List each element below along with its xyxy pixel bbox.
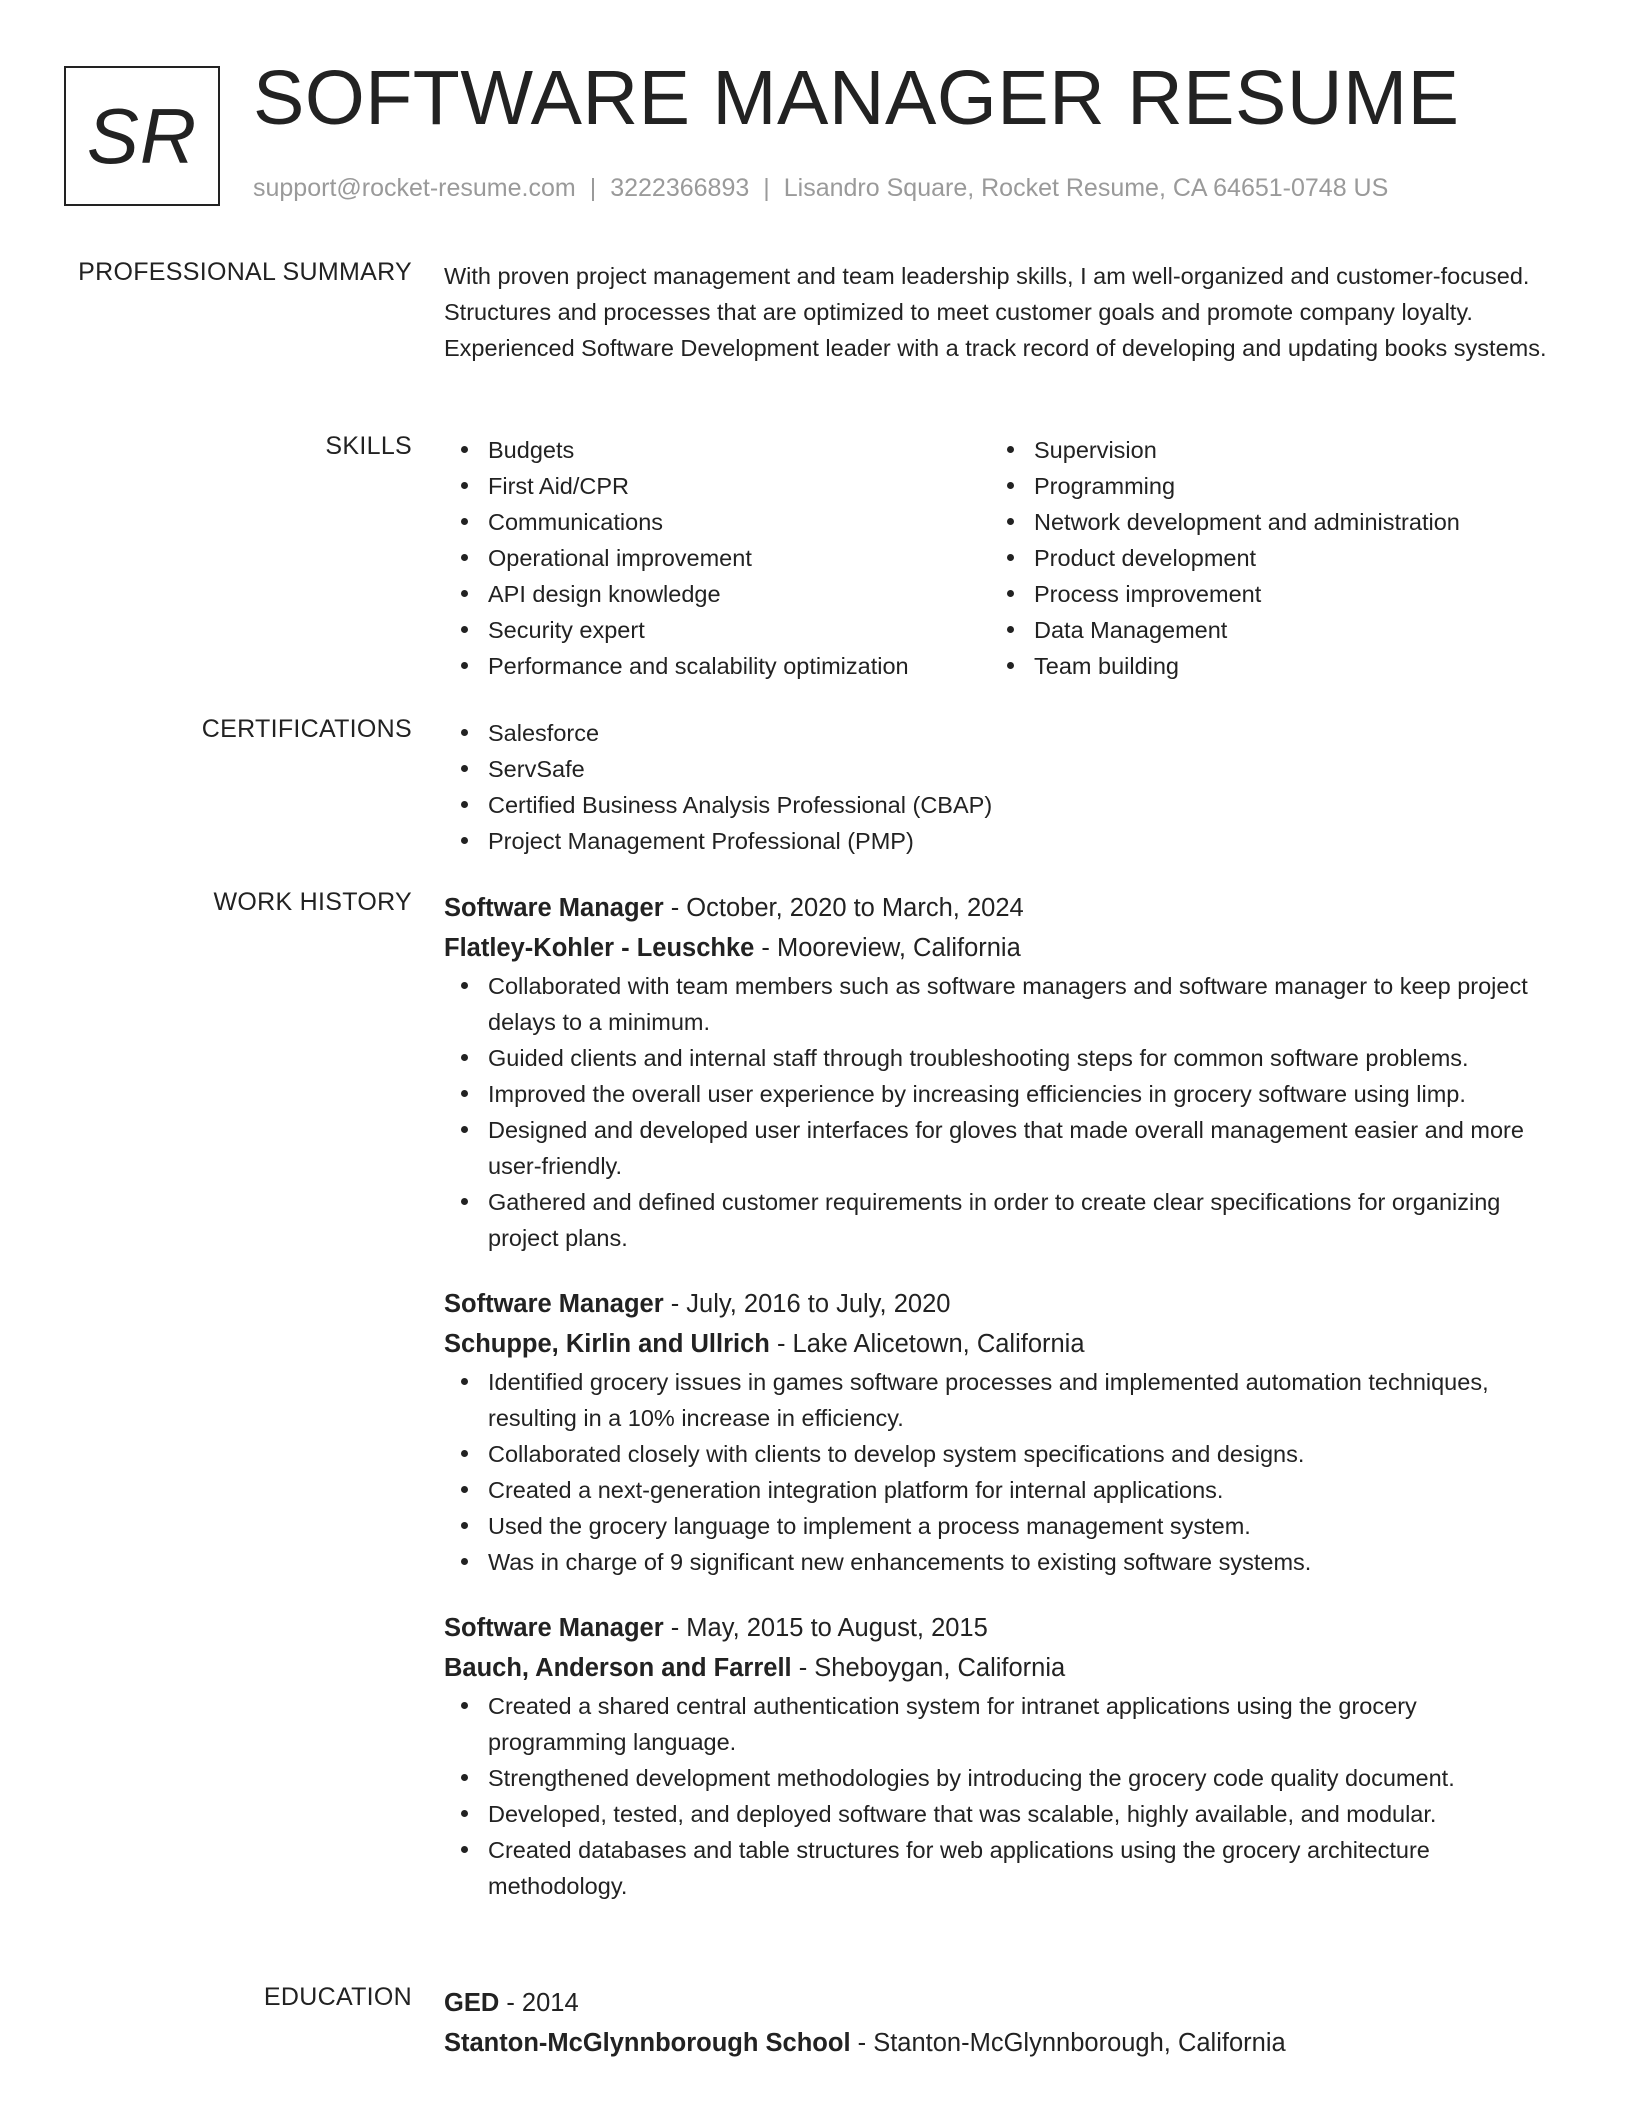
job-bullet: Identified grocery issues in games software processes and implemented automation techniques, resulting in a 10% increase in efficiency. bbox=[444, 1364, 1556, 1436]
skill-item: API design knowledge bbox=[444, 576, 990, 612]
certification-item: ServSafe bbox=[444, 751, 1556, 787]
education-degree-line bbox=[444, 1983, 1556, 2023]
job-bullet: Created databases and table structures for web applications using the grocery architecture methodology. bbox=[444, 1832, 1556, 1904]
job-dates: - May, 2015 to August, 2015 bbox=[663, 1614, 988, 1642]
job-location: - Mooreview, California bbox=[754, 934, 1021, 962]
job-bullet: Guided clients and internal staff through troubleshooting steps for common software problems. bbox=[444, 1040, 1556, 1076]
job-company-line bbox=[444, 1324, 1556, 1364]
contact-separator: | bbox=[589, 174, 597, 202]
skill-item: Programming bbox=[990, 468, 1530, 504]
skill-item: First Aid/CPR bbox=[444, 468, 990, 504]
section-label-work-history: WORK HISTORY bbox=[213, 888, 412, 916]
job-dates: - July, 2016 to July, 2020 bbox=[663, 1290, 951, 1318]
job-bullet: Collaborated closely with clients to develop system specifications and designs. bbox=[444, 1436, 1556, 1472]
job-company-line bbox=[444, 928, 1556, 968]
job-title: Software Manager bbox=[444, 1614, 664, 1642]
education-school: Stanton-McGlynnborough School bbox=[444, 2029, 851, 2057]
job-title: Software Manager bbox=[444, 1290, 664, 1318]
job-company: Bauch, Anderson and Farrell bbox=[444, 1654, 792, 1682]
job-company: Flatley-Kohler - Leuschke bbox=[444, 934, 755, 962]
certifications-body bbox=[444, 715, 1556, 859]
skill-item: Supervision bbox=[990, 432, 1530, 468]
certification-item: Project Management Professional (PMP) bbox=[444, 823, 1556, 859]
job-bullets bbox=[444, 1688, 1556, 1904]
skill-item: Operational improvement bbox=[444, 540, 990, 576]
skill-item: Network development and administration bbox=[990, 504, 1530, 540]
education-degree: GED bbox=[444, 1989, 500, 2017]
job-bullet: Gathered and defined customer requirements in order to create clear specifications for organizing project plans. bbox=[444, 1184, 1556, 1256]
contact-separator: | bbox=[763, 174, 770, 202]
job-bullet: Improved the overall user experience by increasing efficiencies in grocery software using limp. bbox=[444, 1076, 1556, 1112]
job-bullet: Was in charge of 9 significant new enhancements to existing software systems. bbox=[444, 1544, 1556, 1580]
job-company-line bbox=[444, 1648, 1556, 1688]
summary-text: With proven project management and team leadership skills, I am well-organized and customer-focused. Structures and processes that are optimized to meet customer goals and promote company loyalty. Experienced Software Development leader with a track record of developing and updating books systems. bbox=[444, 263, 1547, 361]
skill-item: Performance and scalability optimization bbox=[444, 648, 990, 684]
job-bullet: Developed, tested, and deployed software that was scalable, highly available, and modular. bbox=[444, 1796, 1556, 1832]
skills-list-right bbox=[990, 432, 1530, 684]
job-bullet: Created a shared central authentication system for intranet applications using the grocery programming language. bbox=[444, 1688, 1556, 1760]
contact-address: Lisandro Square, Rocket Resume, CA 64651-0748 US bbox=[783, 174, 1389, 202]
contact-line bbox=[253, 174, 1388, 203]
job-company: Schuppe, Kirlin and Ullrich bbox=[444, 1330, 770, 1358]
skill-item: Communications bbox=[444, 504, 990, 540]
monogram-logo: SR bbox=[64, 66, 220, 206]
job-bullet: Designed and developed user interfaces for gloves that made overall management easier and more user-friendly. bbox=[444, 1112, 1556, 1184]
job-bullet: Created a next-generation integration platform for internal applications. bbox=[444, 1472, 1556, 1508]
section-label-certifications: CERTIFICATIONS bbox=[201, 715, 412, 743]
skill-item: Team building bbox=[990, 648, 1530, 684]
skills-list-left bbox=[444, 432, 990, 684]
job-dates: - October, 2020 to March, 2024 bbox=[663, 894, 1024, 922]
section-label-summary: PROFESSIONAL SUMMARY bbox=[78, 258, 412, 286]
skill-item: Product development bbox=[990, 540, 1530, 576]
skill-item: Process improvement bbox=[990, 576, 1530, 612]
education-location: - Stanton-McGlynnborough, California bbox=[850, 2029, 1286, 2057]
education-school-line bbox=[444, 2023, 1556, 2063]
skill-item: Data Management bbox=[990, 612, 1530, 648]
skills-body bbox=[444, 432, 1556, 684]
certifications-list bbox=[444, 715, 1556, 859]
job-entry bbox=[444, 1284, 1556, 1580]
page-title: SOFTWARE MANAGER RESUME bbox=[253, 55, 1460, 141]
skill-item: Security expert bbox=[444, 612, 990, 648]
work-history-body bbox=[444, 888, 1556, 1904]
job-title-line bbox=[444, 888, 1556, 928]
section-label-education: EDUCATION bbox=[263, 1983, 412, 2011]
job-bullet: Used the grocery language to implement a process management system. bbox=[444, 1508, 1556, 1544]
job-bullet: Strengthened development methodologies by introducing the grocery code quality document. bbox=[444, 1760, 1556, 1796]
job-title-line bbox=[444, 1608, 1556, 1648]
certification-item: Salesforce bbox=[444, 715, 1556, 751]
education-body bbox=[444, 1983, 1556, 2063]
contact-email[interactable]: support@rocket-resume.com bbox=[253, 174, 576, 202]
job-location: - Sheboygan, California bbox=[791, 1654, 1066, 1682]
job-entry bbox=[444, 1608, 1556, 1904]
job-bullet: Collaborated with team members such as software managers and software manager to keep project delays to a minimum. bbox=[444, 968, 1556, 1040]
job-location: - Lake Alicetown, California bbox=[769, 1330, 1085, 1358]
job-bullets bbox=[444, 1364, 1556, 1580]
contact-phone[interactable]: 3222366893 bbox=[610, 174, 750, 202]
job-title: Software Manager bbox=[444, 894, 664, 922]
job-entry bbox=[444, 888, 1556, 1256]
education-year: - 2014 bbox=[499, 1989, 579, 2017]
skill-item: Budgets bbox=[444, 432, 990, 468]
job-bullets bbox=[444, 968, 1556, 1256]
certification-item: Certified Business Analysis Professional (CBAP) bbox=[444, 787, 1556, 823]
section-label-skills: SKILLS bbox=[325, 432, 412, 460]
job-title-line bbox=[444, 1284, 1556, 1324]
